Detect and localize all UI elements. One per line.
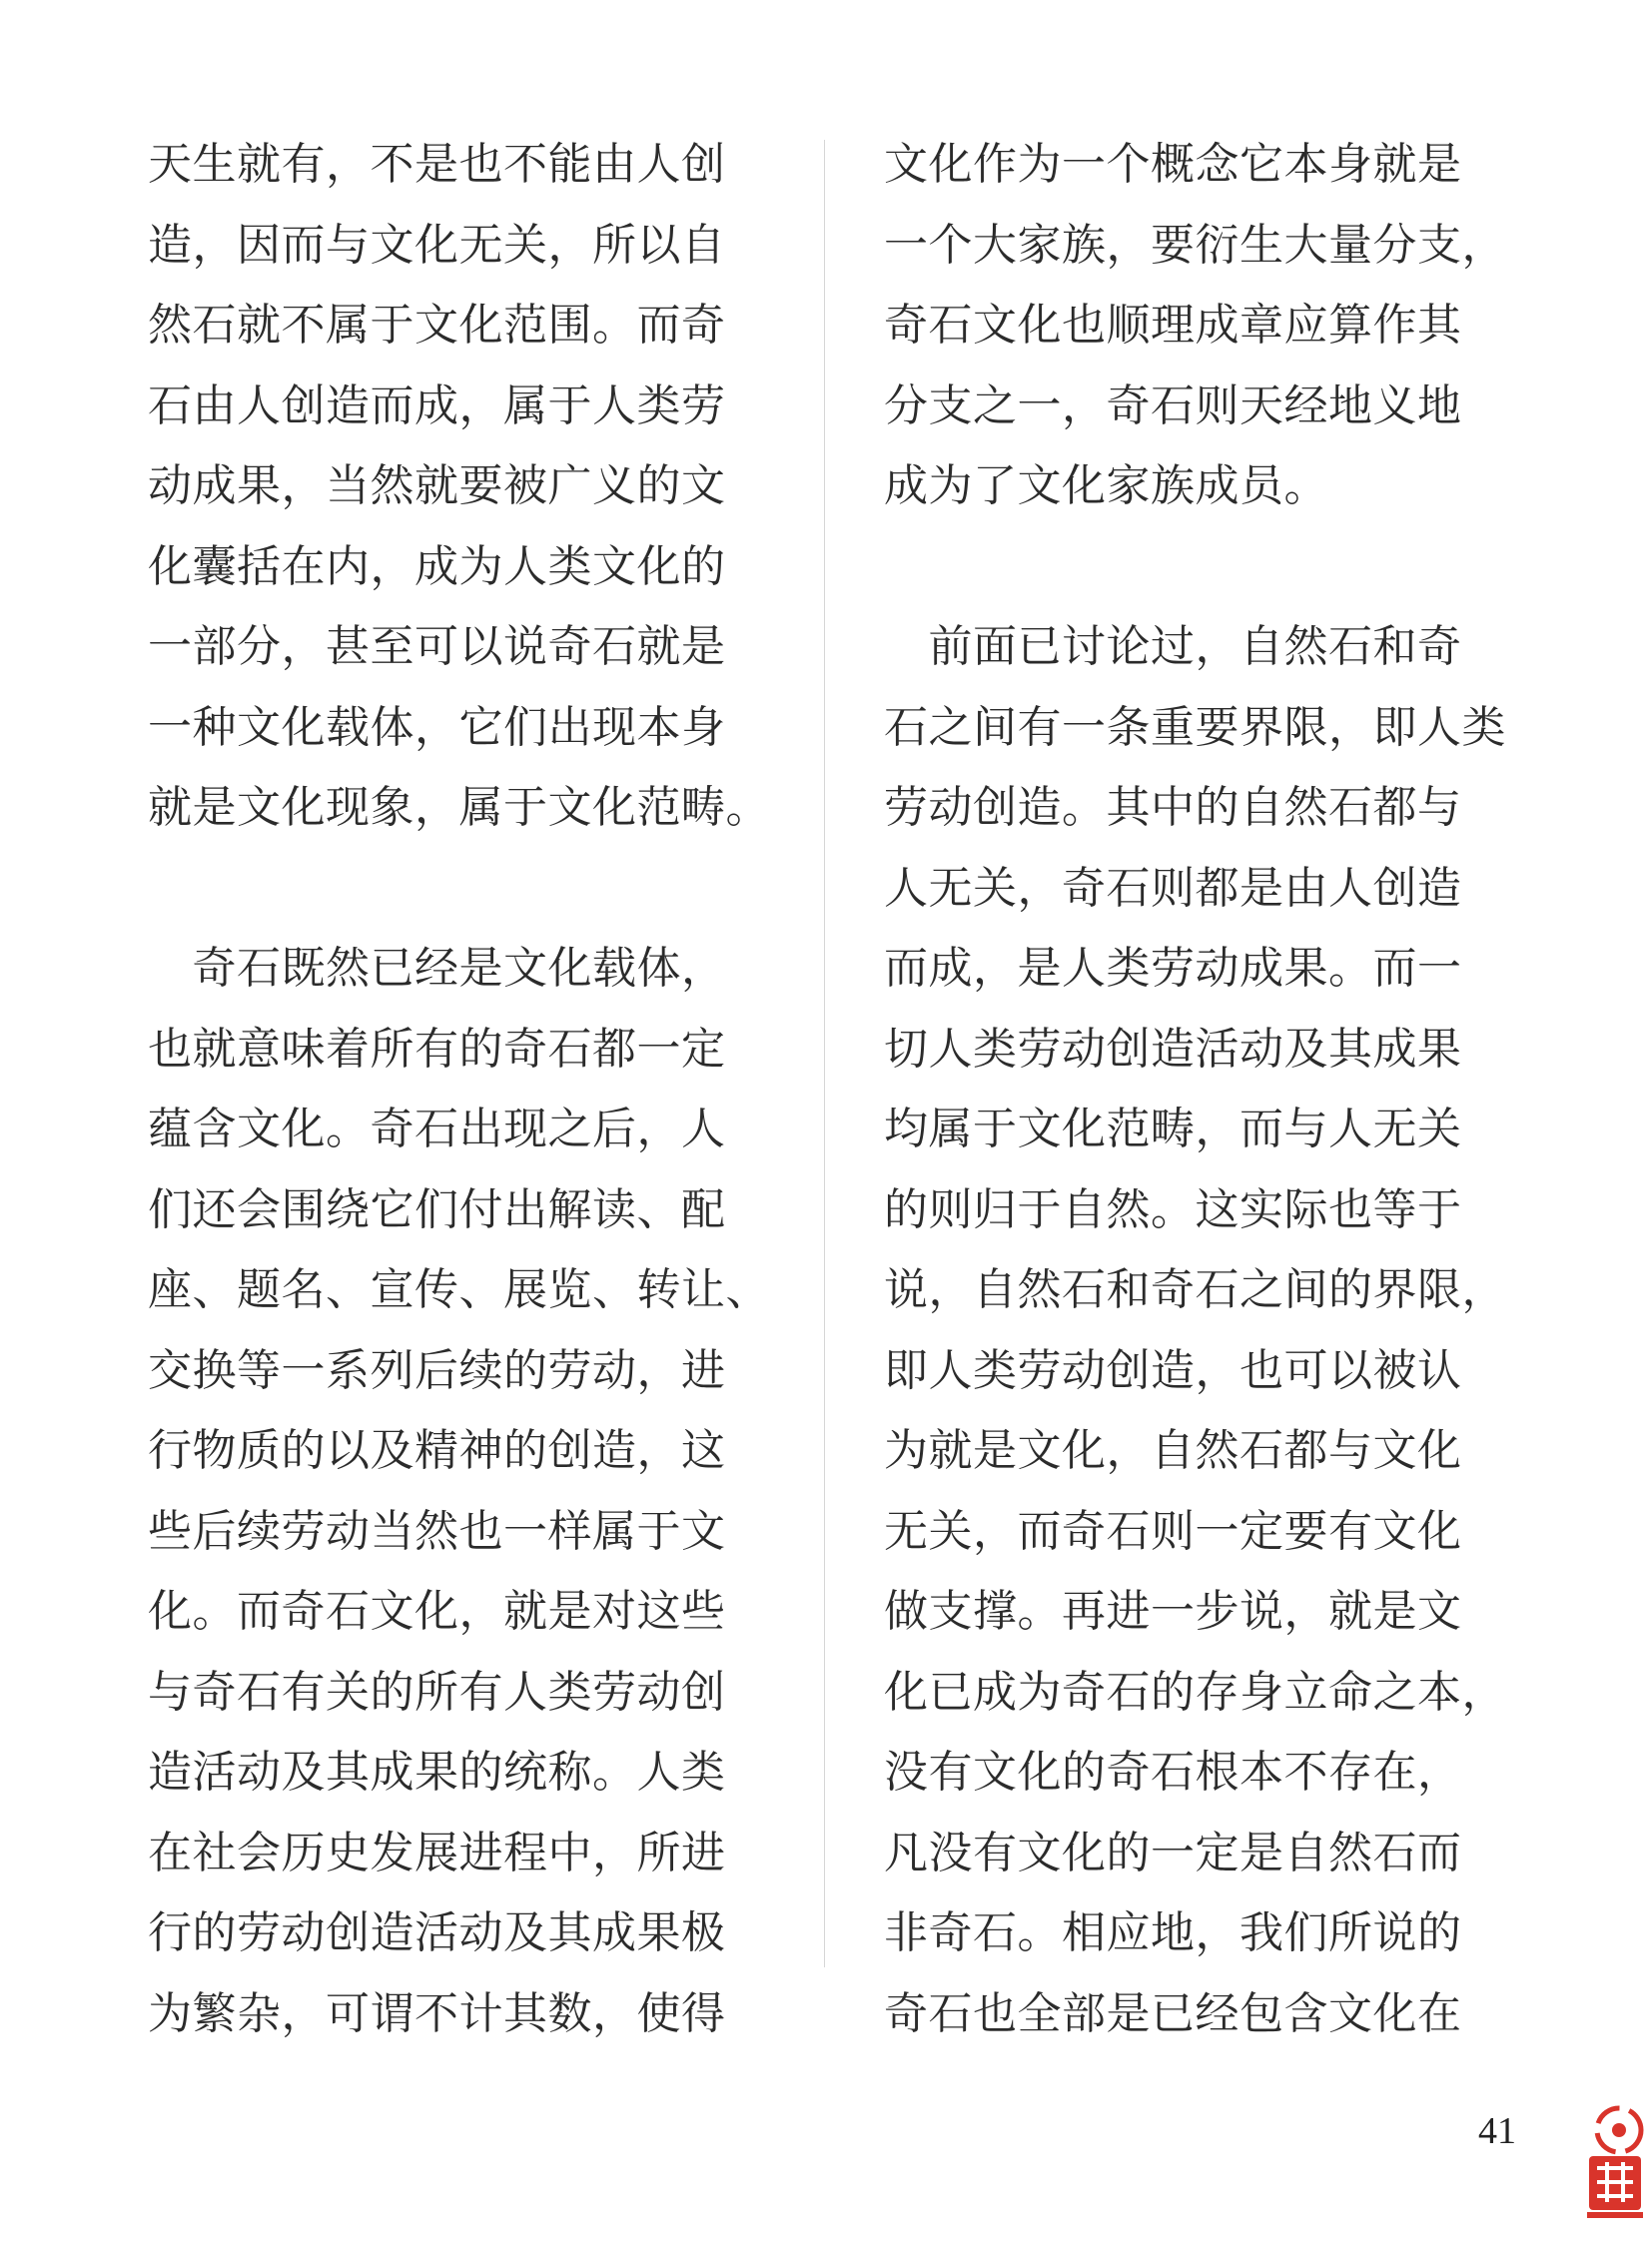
text-line: 也就意味着所有的奇石都一定 (148, 1023, 726, 1075)
column-divider (824, 140, 825, 1967)
paragraph (148, 125, 770, 849)
page-number: 41 (1478, 2110, 1516, 2152)
watermark-seal-icon (1583, 2092, 1645, 2222)
text-line: 凡没有文化的一定是自然石而 (884, 1827, 1462, 1878)
text-line: 前面已讨论过，自然石和奇 (884, 621, 1462, 672)
text-line: 然石就不属于文化范围。而奇 (148, 300, 726, 351)
text-line: 没有文化的奇石根本不存在， (884, 1747, 1462, 1798)
text-line: 的则归于自然。这实际也等于 (884, 1183, 1462, 1235)
text-line: 蕴含文化。奇石出现之后，人 (148, 1104, 726, 1154)
text-line: 化囊括在内，成为人类文化的 (148, 540, 726, 592)
text-line: 造，因而与文化无关，所以自 (148, 219, 726, 271)
text-line: 均属于文化范畴，而与人无关 (884, 1104, 1462, 1154)
seal-glyph (1597, 2162, 1633, 2202)
text-line: 一种文化载体，它们出现本身 (148, 701, 726, 753)
text-line: 一部分，甚至可以说奇石就是 (148, 621, 726, 672)
text-line: 座、题名、宣传、展览、转让、 (148, 1264, 770, 1315)
paragraph (884, 607, 1506, 2054)
text-line: 些后续劳动当然也一样属于文 (148, 1505, 726, 1557)
text-line: 而成，是人类劳动成果。而一 (884, 943, 1462, 994)
text-line: 天生就有，不是也不能由人创 (148, 139, 726, 190)
text-column-left (148, 125, 770, 2054)
seal-caption-bar (1587, 2212, 1643, 2218)
text-line: 造活动及其成果的统称。人类 (148, 1747, 726, 1798)
text-line: 动成果，当然就要被广义的文 (148, 460, 726, 511)
text-line: 人无关，奇石则都是由人创造 (884, 862, 1462, 914)
text-line: 交换等一系列后续的劳动，进 (148, 1344, 726, 1396)
text-line: 行物质的以及精神的创造，这 (148, 1425, 726, 1476)
paragraph (884, 125, 1506, 527)
paragraph-gap (148, 849, 770, 930)
text-line: 与奇石有关的所有人类劳动创 (148, 1666, 726, 1718)
text-line: 们还会围绕它们付出解读、配 (148, 1183, 726, 1235)
text-line: 做支撑。再进一步说，就是文 (884, 1586, 1462, 1637)
text-line: 切人类劳动创造活动及其成果 (884, 1023, 1462, 1075)
text-line: 石由人创造而成，属于人类劳 (148, 379, 726, 431)
text-line: 奇石既然已经是文化载体， (148, 943, 726, 994)
text-line: 即人类劳动创造，也可以被认 (884, 1344, 1462, 1396)
text-line: 无关，而奇石则一定要有文化 (884, 1505, 1462, 1557)
text-line: 石之间有一条重要界限，即人类 (884, 701, 1506, 753)
text-line: 一个大家族，要衍生大量分支， (884, 219, 1506, 271)
text-line: 奇石也全部是已经包含文化在 (884, 1987, 1462, 2039)
seal-dot (1612, 2123, 1626, 2137)
text-line: 分支之一，奇石则天经地义地 (884, 379, 1462, 431)
text-line: 化。而奇石文化，就是对这些 (148, 1586, 726, 1637)
text-line: 非奇石。相应地，我们所说的 (884, 1907, 1462, 1958)
text-line: 就是文化现象，属于文化范畴。 (148, 782, 770, 833)
paragraph-gap (884, 527, 1506, 608)
text-line: 奇石文化也顺理成章应算作其 (884, 300, 1462, 351)
text-line: 为就是文化，自然石都与文化 (884, 1425, 1462, 1476)
text-line: 为繁杂，可谓不计其数，使得 (148, 1987, 726, 2039)
text-line: 行的劳动创造活动及其成果极 (148, 1907, 726, 1958)
paragraph (148, 929, 770, 2054)
text-line: 劳动创造。其中的自然石都与 (884, 782, 1462, 833)
text-line: 化已成为奇石的存身立命之本， (884, 1666, 1506, 1718)
text-line: 在社会历史发展进程中，所进 (148, 1827, 726, 1878)
text-column-right (884, 125, 1506, 2054)
text-line: 说，自然石和奇石之间的界限， (884, 1264, 1506, 1315)
text-line: 成为了文化家族成员。 (884, 460, 1328, 511)
text-line: 文化作为一个概念它本身就是 (884, 139, 1462, 190)
